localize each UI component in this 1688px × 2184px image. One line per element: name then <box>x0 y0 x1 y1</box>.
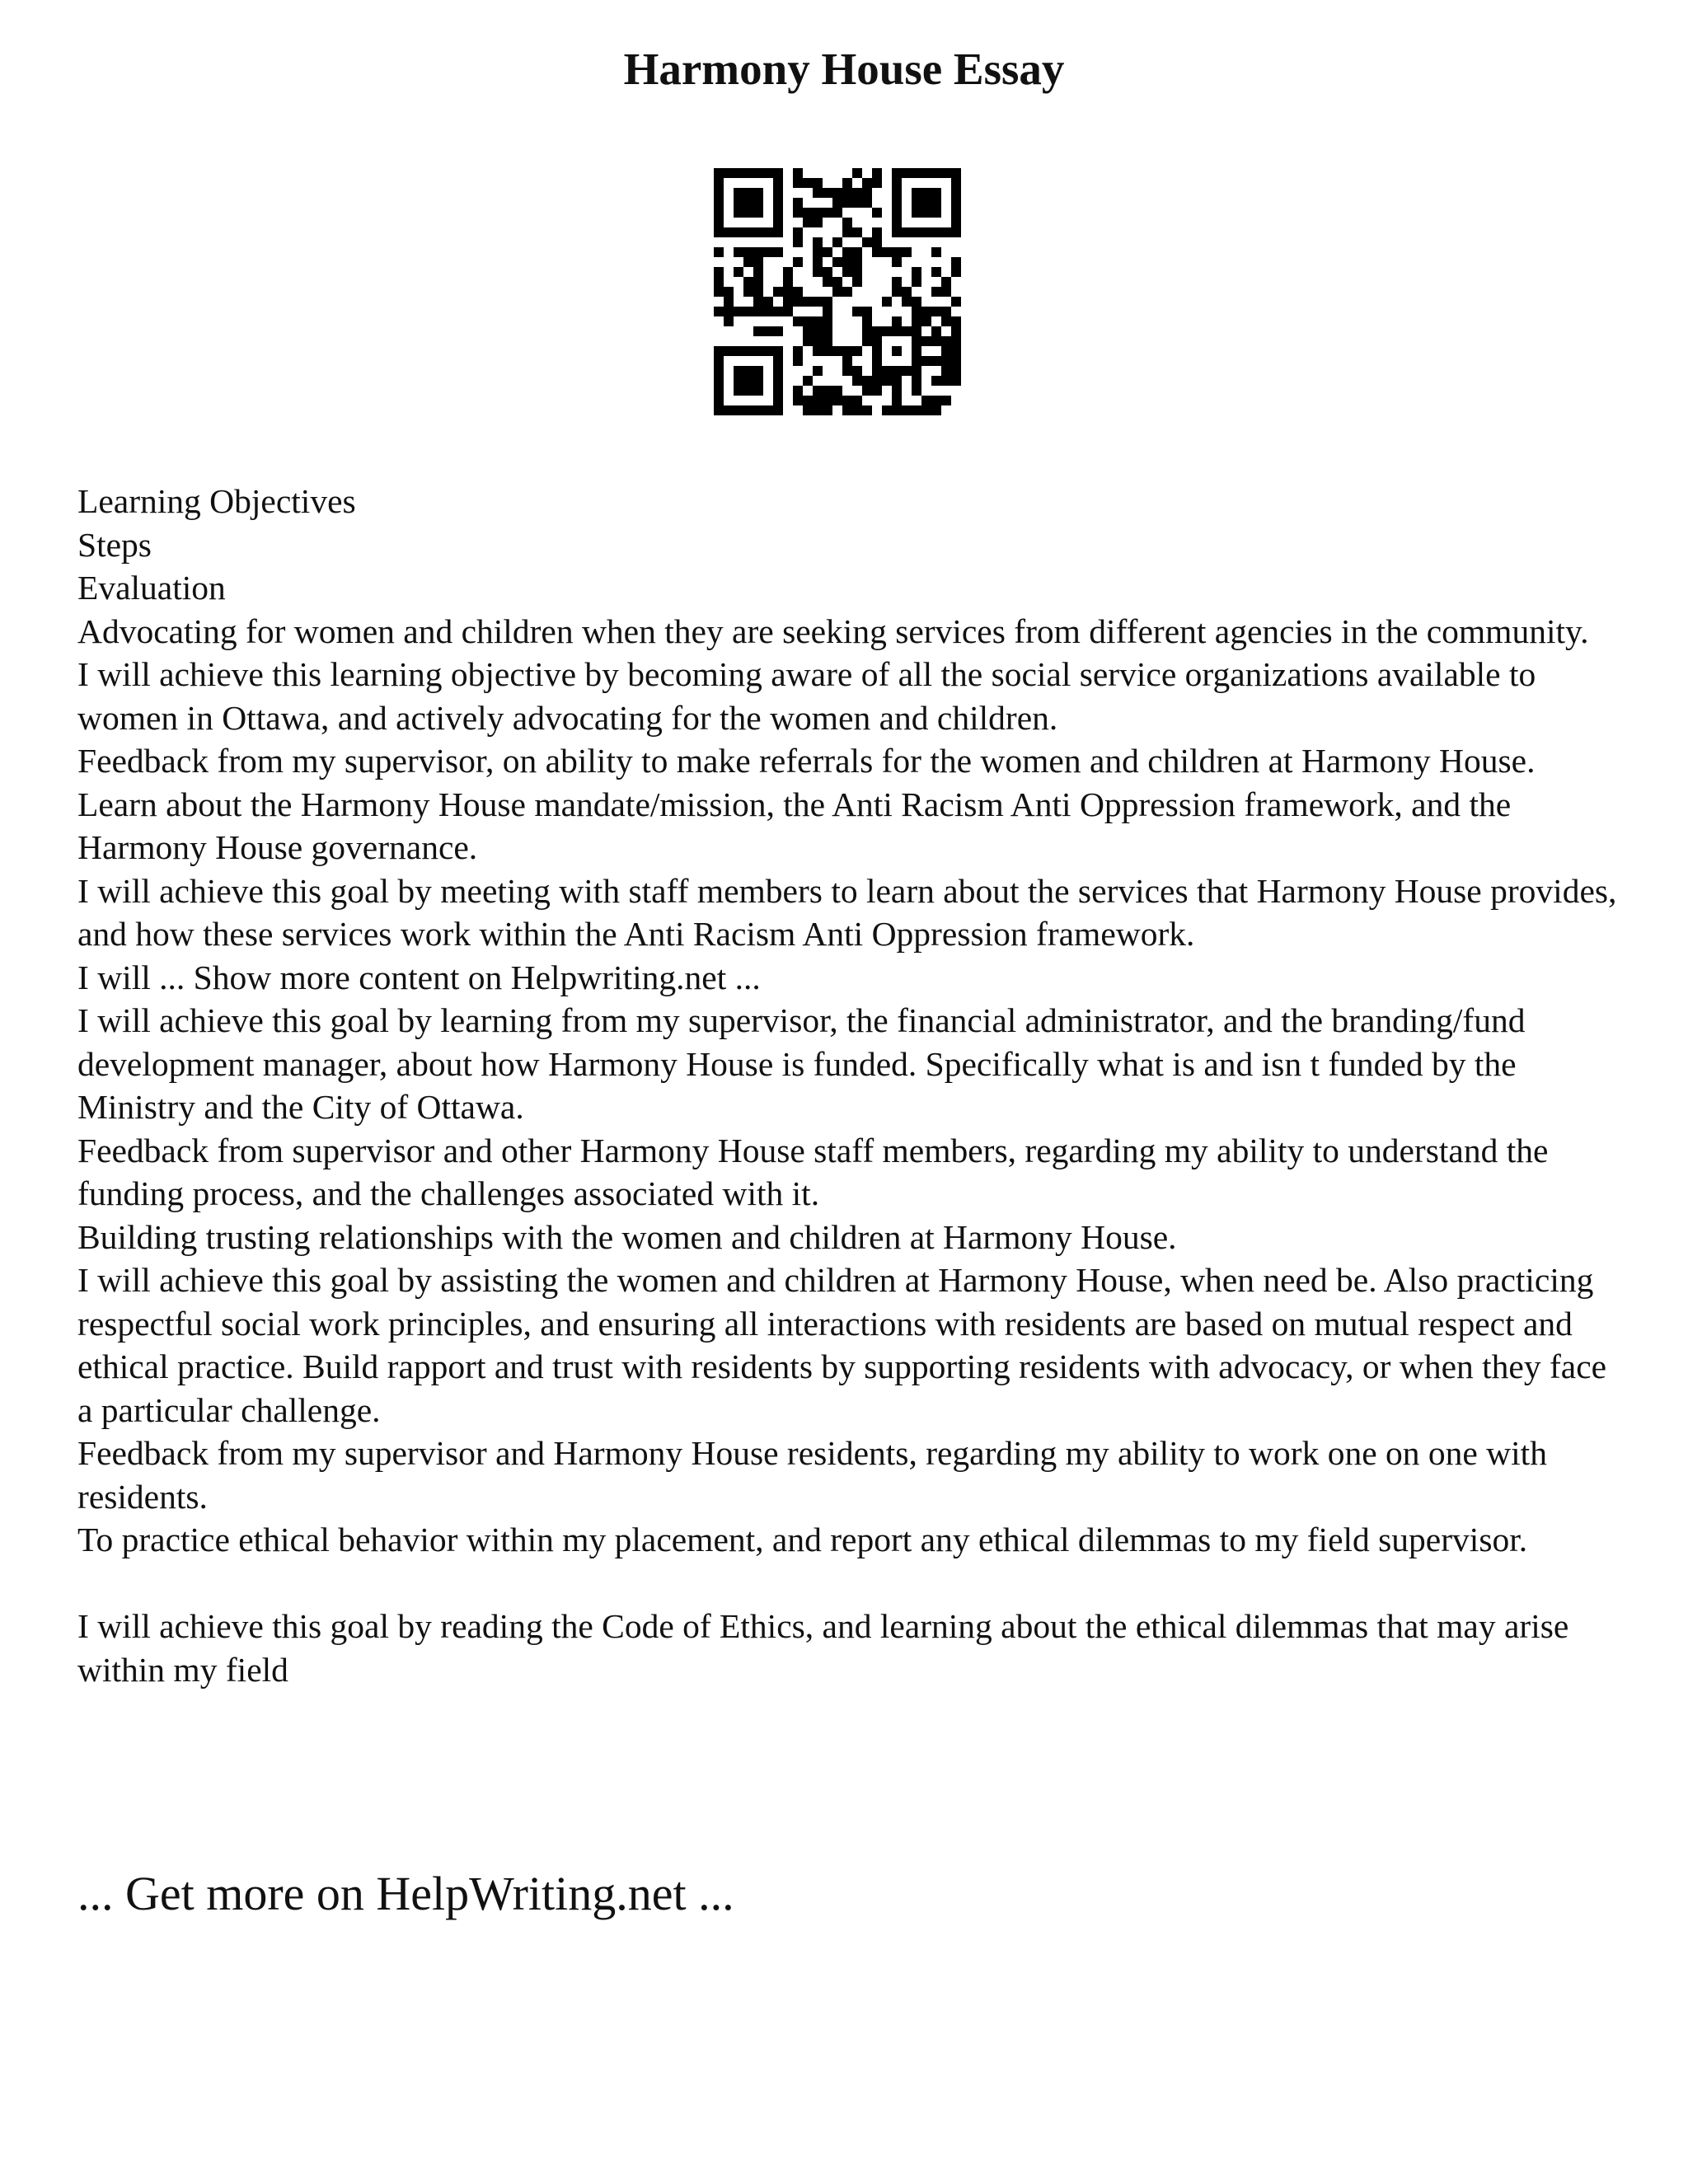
paragraph: Building trusting relationships with the women and children at Harmony House. <box>77 1217 1177 1256</box>
paragraph: I will achieve this goal by reading the Code of Ethics, and learning about the ethical dilemmas that may arise within my field <box>77 1607 1569 1689</box>
qr-code-graphic <box>714 168 961 415</box>
page-title: Harmony House Essay <box>623 44 1065 94</box>
paragraph: Feedback from supervisor and other Harmony House staff members, regarding my ability to understand the funding process, and the challenges associated with it. <box>77 1131 1549 1212</box>
heading-learning-objectives: Learning Objectives <box>77 482 356 520</box>
paragraph: Feedback from my supervisor, on ability to make referrals for the women and children at Harmony House. <box>77 742 1536 780</box>
paragraph: Feedback from my supervisor and Harmony House residents, regarding my ability to work one on one with residents. <box>77 1434 1547 1516</box>
paragraph: Advocating for women and children when they are seeking services from different agencies in the community. <box>77 612 1589 650</box>
qr-code-icon <box>714 168 961 415</box>
paragraph: I will achieve this goal by learning from my supervisor, the financial administrator, and the branding/fund development manager, about how Harmony House is funded. Specifically what is and isn t funded by the Ministry and the City of Ottawa. <box>77 1001 1526 1126</box>
heading-evaluation: Evaluation <box>77 569 226 607</box>
paragraph: Learn about the Harmony House mandate/mission, the Anti Racism Anti Oppression framework, and the Harmony House governance. <box>77 785 1512 866</box>
paragraph: I will achieve this goal by meeting with staff members to learn about the services that Harmony House provides, and how these services work within the Anti Racism Anti Oppression framework. <box>77 871 1617 953</box>
essay-body <box>77 480 1627 1691</box>
show-more-text: I will ... Show more content on Helpwriting.net ... <box>77 958 761 996</box>
paragraph: I will achieve this goal by assisting the women and children at Harmony House, when need be. Also practicing respectful social work principles, and ensuring all interactions with residents are based on mutual respect and ethical practice. Build rapport and trust with residents by supporting residents with advocacy, or when they face a particular challenge. <box>77 1261 1607 1429</box>
paragraph: I will achieve this learning objective by becoming aware of all the social service organizations available to women in Ottawa, and actively advocating for the women and children. <box>77 655 1536 737</box>
heading-steps: Steps <box>77 525 152 564</box>
get-more-link[interactable]: ... Get more on HelpWriting.net ... <box>77 1867 734 1920</box>
paragraph: To practice ethical behavior within my placement, and report any ethical dilemmas to my field supervisor. <box>77 1521 1528 1558</box>
